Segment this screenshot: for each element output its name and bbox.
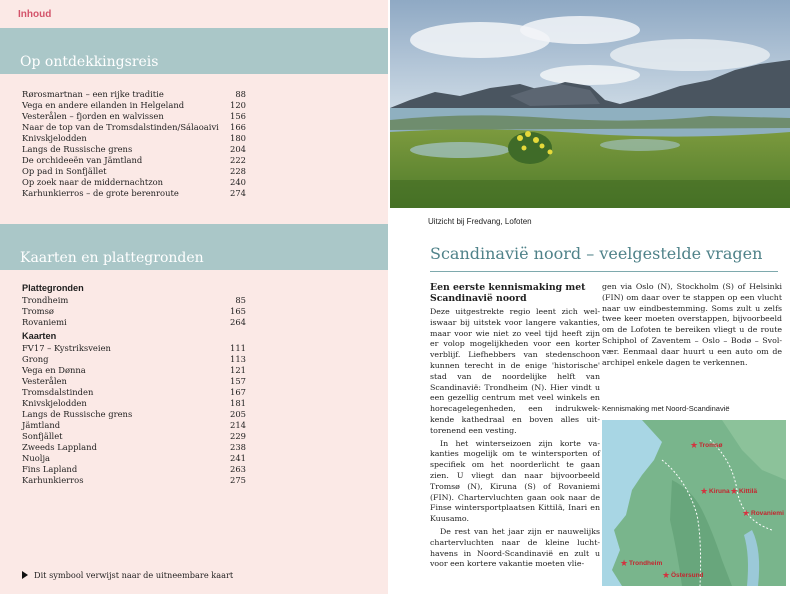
toc-entry-title: Knivskjelodden <box>22 398 87 408</box>
section-band-tours <box>0 28 388 74</box>
star-marker-icon: ★ <box>620 559 629 569</box>
toc-entry[interactable] <box>22 431 246 442</box>
paragraph: Deze uitgestrekte regio leent zich weliswaar bij uitstek voor langere vakanties, maar voor wie niet zo veel tijd heeft zijn er volop mogelijkheden voor een korter verblijf. Liefhebbers van stedenschoon kunnen terecht in de enige 'historische' stad van de noordelijke helft van Scandinavië: Trondheim (N). Hier vindt u een gezellig centrum met veel winkels en horecagelegenheden, een indrukwekkende kathedraal en boven alles uittorenend een vesting. <box>430 307 600 435</box>
toc-entry-title: Langs de Russische grens <box>22 409 133 419</box>
toc-entry[interactable] <box>22 188 246 199</box>
map-place-label: Tromsø <box>699 442 723 449</box>
toc-entry-page: 167 <box>230 387 246 397</box>
toc-entry[interactable] <box>22 365 246 376</box>
toc-entry[interactable] <box>22 453 246 464</box>
section-band-maps <box>0 224 388 270</box>
overview-map <box>602 420 786 586</box>
toc-entry-page: 180 <box>230 133 246 143</box>
toc-entry-title: Trondheim <box>22 295 69 305</box>
toc-entry-title: Rørosmartnan – een rijke traditie <box>22 89 164 99</box>
toc-entry[interactable] <box>22 398 246 409</box>
toc-entry-title: Zweeds Lappland <box>22 442 97 452</box>
toc-entry-page: 121 <box>230 365 246 375</box>
star-marker-icon: ★ <box>700 487 709 497</box>
toc-entry[interactable] <box>22 166 246 177</box>
toc-entry[interactable] <box>22 100 246 111</box>
toc-entry-title: Fins Lapland <box>22 464 78 474</box>
toc-entry-page: 228 <box>230 166 246 176</box>
paragraph: De rest van het jaar zijn er nauwelijks chartervluchten naar de kleine luchthavens in Noord-Scandinavië en zult u voor een kortere vakantie moeten vlie- <box>430 526 600 569</box>
toc-entry-page: 240 <box>230 177 246 187</box>
maps-list <box>22 282 246 486</box>
text-column-2 <box>602 282 782 370</box>
toc-entry-title: Grong <box>22 354 49 364</box>
toc-entry-page: 120 <box>230 100 246 110</box>
toc-entry-title: Jämtland <box>22 420 61 430</box>
toc-entry-title: FV17 – Kystriksveien <box>22 343 111 353</box>
star-marker-icon: ★ <box>690 441 699 451</box>
toc-entry[interactable] <box>22 354 246 365</box>
toc-entry-page: 156 <box>230 111 246 121</box>
plattegronden-heading: Plattegronden <box>22 283 84 293</box>
toc-entry-page: 85 <box>235 295 246 305</box>
play-triangle-icon <box>22 571 28 579</box>
toc-entry[interactable] <box>22 89 246 100</box>
toc-entry-title: Vesterålen <box>22 376 67 386</box>
paragraph: gen via Oslo (N), Stockholm (S) of Helsinki (FIN) om daar over te stappen op een vlucht naar uw eindbestemming. Soms zult u zelfs twee keer moeten overstappen, bijvoorbeeld om de Lofoten te bereiken vliegt u de route Schiphol of Zaventem – Oslo – Bodø – Svolvær. Eenmaal daar huurt u een auto om de archipel enkele dagen te verkennen. <box>602 282 782 367</box>
toc-entry[interactable] <box>22 122 246 133</box>
toc-entry-title: Knivskjelodden <box>22 133 87 143</box>
toc-entry-title: Vega en andere eilanden in Helgeland <box>22 100 185 110</box>
toc-entry-page: 165 <box>230 306 246 316</box>
right-page <box>390 0 800 594</box>
toc-entry-page: 157 <box>230 376 246 386</box>
tours-list <box>22 89 246 199</box>
toc-entry[interactable] <box>22 420 246 431</box>
toc-entry-page: 214 <box>230 420 246 430</box>
toc-entry[interactable] <box>22 144 246 155</box>
photo-caption: Uitzicht bij Fredvang, Lofoten <box>428 217 532 226</box>
page-title: Scandinavië noord – veelgestelde vragen <box>430 244 763 263</box>
toc-entry[interactable] <box>22 387 246 398</box>
toc-entry[interactable] <box>22 409 246 420</box>
map-place-label: Rovaniemi <box>751 510 784 517</box>
toc-entry-page: 222 <box>230 155 246 165</box>
toc-entry-title: Sonfjället <box>22 431 63 441</box>
toc-entry-page: 238 <box>230 442 246 452</box>
toc-entry-page: 229 <box>230 431 246 441</box>
toc-entry-page: 263 <box>230 464 246 474</box>
toc-entry-title: Nuolja <box>22 453 51 463</box>
toc-entry[interactable] <box>22 317 246 328</box>
toc-entry[interactable] <box>22 155 246 166</box>
toc-entry[interactable] <box>22 376 246 387</box>
toc-entry[interactable] <box>22 295 246 306</box>
toc-entry-page: 111 <box>230 343 246 353</box>
star-marker-icon: ★ <box>742 509 751 519</box>
toc-entry[interactable] <box>22 133 246 144</box>
paragraph: In het winterseizoen zijn korte vakanties mogelijk om te wintersporten of specifiek om het noorderlicht te gaan zien. U vliegt dan naar bijvoorbeeld Tromsø (N), Kiruna (S) of Rovaniemi (FIN). Chartervluchten gaan ook naar de Finse wintersportplaatsen Kittilä, Inari en Kuusamo. <box>430 438 600 524</box>
section-title-maps: Kaarten en plattegronden <box>20 250 204 266</box>
toc-entry-page: 274 <box>230 188 246 198</box>
toc-entry[interactable] <box>22 177 246 188</box>
page-header-inhoud: Inhoud <box>18 9 52 20</box>
toc-entry[interactable] <box>22 442 246 453</box>
text-column-1 <box>430 282 600 572</box>
toc-entry-title: Karhunkierros <box>22 475 84 485</box>
toc-entry-title: Naar de top van de Tromsdalstinden/Sálaoaivi <box>22 122 219 132</box>
toc-entry-title: Tromsø <box>22 306 54 316</box>
map-place-label: Trondheim <box>629 560 663 567</box>
toc-entry[interactable] <box>22 306 246 317</box>
toc-entry-title: Op pad in Sonfjället <box>22 166 107 176</box>
map-legend <box>22 570 233 580</box>
map-place-label: Kiruna <box>709 488 730 495</box>
map-place-label: Kittilä <box>739 488 758 495</box>
toc-entry-title: De orchideeën van Jämtland <box>22 155 143 165</box>
toc-entry[interactable] <box>22 475 246 486</box>
left-page <box>0 0 388 594</box>
toc-entry-title: Tromsdalstinden <box>22 387 94 397</box>
toc-entry-page: 205 <box>230 409 246 419</box>
toc-entry-title: Vega en Dønna <box>22 365 86 375</box>
landscape-photo <box>390 0 790 208</box>
toc-entry[interactable] <box>22 111 246 122</box>
star-marker-icon: ★ <box>662 571 671 581</box>
kaarten-list <box>22 343 246 486</box>
toc-entry[interactable] <box>22 464 246 475</box>
toc-entry-page: 275 <box>230 475 246 485</box>
toc-entry-page: 241 <box>230 453 246 463</box>
toc-entry-page: 113 <box>230 354 246 364</box>
title-divider <box>430 271 778 272</box>
toc-entry-title: Vesterålen – fjorden en walvissen <box>22 111 164 121</box>
kaarten-heading: Kaarten <box>22 331 57 341</box>
toc-entry-title: Karhunkierros – de grote berenroute <box>22 188 179 198</box>
toc-entry-page: 88 <box>235 89 246 99</box>
toc-entry-page: 166 <box>230 122 246 132</box>
toc-entry-title: Op zoek naar de middernachtzon <box>22 177 164 187</box>
toc-entry-page: 181 <box>230 398 246 408</box>
star-marker-icon: ★ <box>730 487 739 497</box>
section-title-tours: Op ontdekkingsreis <box>20 54 159 70</box>
toc-entry[interactable] <box>22 343 246 354</box>
map-caption: Kennismaking met Noord-Scandinavië <box>602 404 730 413</box>
toc-entry-title: Langs de Russische grens <box>22 144 133 154</box>
toc-entry-page: 204 <box>230 144 246 154</box>
toc-entry-page: 264 <box>230 317 246 327</box>
plattegronden-list <box>22 295 246 328</box>
map-place-label: Östersund <box>671 572 704 579</box>
toc-entry-title: Rovaniemi <box>22 317 67 327</box>
subheading: Een eerste kennismaking met Scandinavië noord <box>430 282 586 304</box>
legend-text: Dit symbool verwijst naar de uitneembare kaart <box>34 570 234 580</box>
